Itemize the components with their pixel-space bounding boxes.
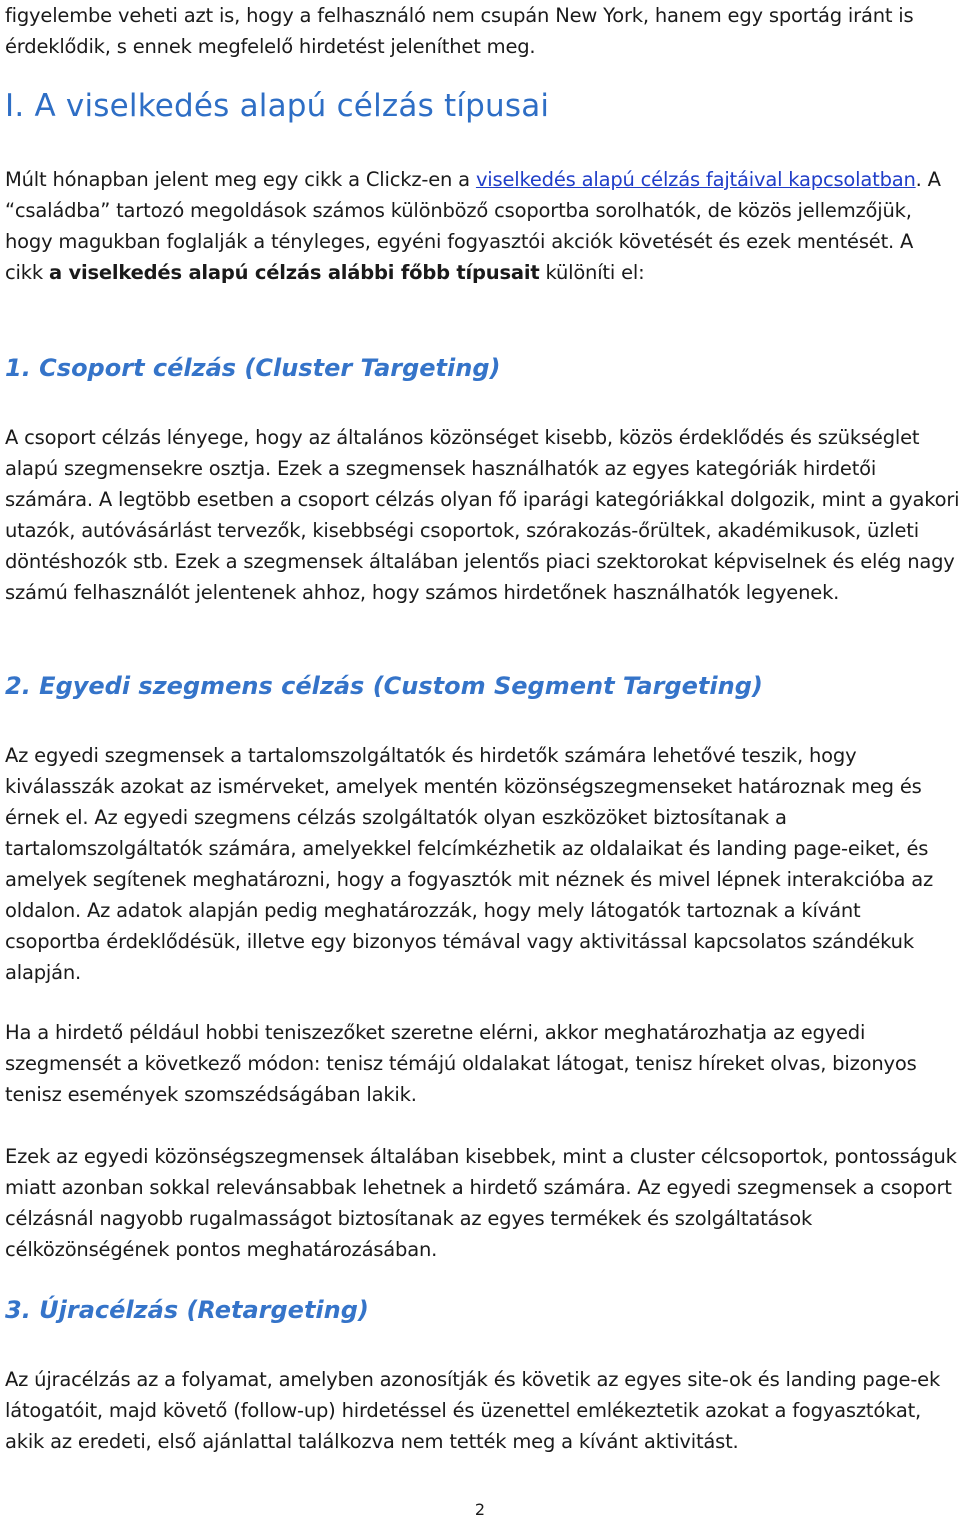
article-link[interactable]: viselkedés alapú célzás fajtáival kapcsolatban [475,168,916,191]
subsection-heading-retargeting: 3. Újracélzás (Retargeting) [5,1296,369,1324]
custom-segment-paragraph-3: Ezek az egyedi közönségszegmensek általában kisebbek, mint a cluster célcsoportok, pontosságuk miatt azonban sokkal relevánsabbak lehetnek a hirdető számára. Az egyedi szegmensek a csoport célzásnál nagyobb rugalmasságot biztosítanak az egyes termékek és szolgáltatások célközönségének pontos meghatározásában. [5,1145,957,1261]
intro-text-part2: . A “családba” tartozó megoldások számos különböző csoportba sorolhatók, de közös jellemzőjük, hogy magukban foglalják a tényleges, egyéni fogyasztói akciók követését és ezek mentését. A cikk [5,168,941,284]
page-number: 2 [474,1500,486,1519]
section-heading: I. A viselkedés alapú célzás típusai [5,88,550,124]
cluster-paragraph: A csoport célzás lényege, hogy az általános közönséget kisebb, közös érdeklődés és szükséglet alapú szegmensekre osztja. Ezek a szegmensek használhatók az egyes kategóriák hirdetői számára. A legtöbb esetben a csoport célzás olyan fő iparági kategóriákkal dolgozik, mint a gyakori utazók, autóvásárlást tervezők, kisebbségi csoportok, szórakozás-őrültek, akadémikusok, üzleti döntéshozók stb. Ezek a szegmensek általában jelentős piaci szektorokat képviselnek és elég nagy számú felhasználót jelentenek ahhoz, hogy számos hirdetőnek használhatók legyenek. [5,426,960,604]
custom-segment-paragraph-2: Ha a hirdető például hobbi teniszezőket szeretne elérni, akkor meghatározhatja az egyedi szegmensét a következő módon: tenisz témájú oldalakat látogat, tenisz híreket olvas, bizonyos tenisz események szomszédságában lakik. [5,1021,917,1106]
intro-text-part3: különíti el: [539,261,645,284]
intro-paragraph [5,164,955,288]
intro-continuation-paragraph: figyelembe veheti azt is, hogy a felhasználó nem csupán New York, hanem egy sportág iránt is érdeklődik, s ennek megfelelő hirdetést jeleníthet meg. [5,4,914,58]
intro-bold-text: a viselkedés alapú célzás alábbi főbb típusait [48,261,540,284]
subsection-heading-custom-segment: 2. Egyedi szegmens célzás (Custom Segment Targeting) [5,672,763,700]
subsection-heading-cluster: 1. Csoport célzás (Cluster Targeting) [5,354,501,382]
intro-text-part1: Múlt hónapban jelent meg egy cikk a Clickz-en a [5,168,476,191]
custom-segment-paragraph-1: Az egyedi szegmensek a tartalomszolgáltatók és hirdetők számára lehetővé teszik, hogy kiválasszák azokat az ismérveket, amelyek mentén közönségszegmenseket határoznak meg és érnek el. Az egyedi szegmens célzás szolgáltatók olyan eszközöket biztosítanak a tartalomszolgáltatók számára, amelyekkel felcímkézhetik az oldalaikat és landing page-eiket, és amelyek segítenek meghatározni, hogy a fogyasztók mit néznek és mivel lépnek interakcióba az oldalon. Az adatok alapján pedig meghatározzák, hogy mely látogatók tartoznak a kívánt csoportba érdeklődésük, illetve egy bizonyos témával vagy aktivitással kapcsolatos szándékuk alapján. [5,744,934,984]
retargeting-paragraph: Az újracélzás az a folyamat, amelyben azonosítják és követik az egyes site-ok és landing page-ek látogatóit, majd követő (follow-up) hirdetéssel és üzenettel emlékeztetik azokat a fogyasztókat, akik az eredeti, első ajánlattal találkozva nem tették meg a kívánt aktivitást. [5,1368,941,1453]
